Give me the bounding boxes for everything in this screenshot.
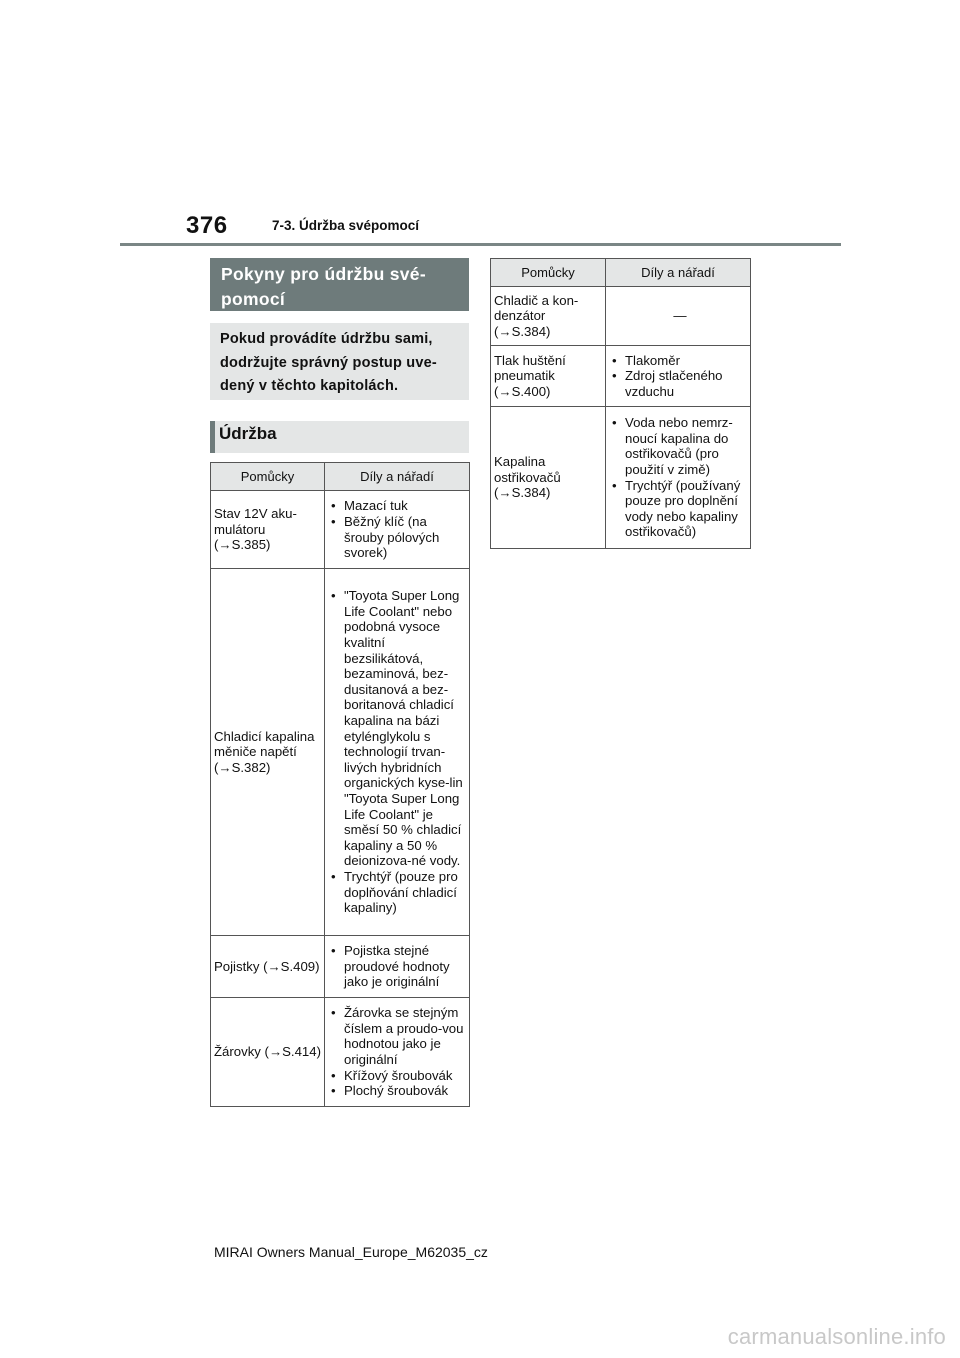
list-item: • Běžný klíč (na šrouby pólových svorek): [331, 514, 467, 561]
table-row: [211, 998, 470, 1107]
row-item: Chladicí kapalina měniče napětí (→S.382): [211, 569, 325, 936]
row-parts: [325, 569, 470, 936]
row-item: Kapalina ostřikovačů (→S.384): [491, 407, 606, 549]
column-header-parts: Díly a nářadí: [325, 463, 470, 491]
maintenance-table-right: [490, 258, 751, 549]
row-parts-dash: —: [606, 287, 751, 346]
table-row: [211, 569, 470, 936]
row-parts: [606, 346, 751, 407]
row-parts: [606, 407, 751, 549]
list-item: • "Toyota Super Long Life Coolant" nebo podobná vysoce kvalitní bezsilikátová, bezaminová, bez-dusitanová a bez-boritanová chladicí kapalina na bázi etylénglykolu s technologií trvan-livých hybridních organických kyse-lin "Toyota Super Long Life Coolant" je směsí 50 % chladicí kapaliny a 50 % deionizova-né vody.: [331, 588, 467, 869]
table-row: [491, 287, 751, 346]
maintenance-table-left: [210, 462, 470, 1107]
intro-text: Pokud provádíte údržbu sami, dodržujte správný postup uve-dený v těchto kapitolách.: [210, 323, 469, 400]
list-item: • Voda nebo nemrz-noucí kapalina do ostřikovačů (pro použití v zimě): [612, 415, 748, 477]
row-parts: [325, 998, 470, 1107]
header-divider: [120, 243, 841, 246]
table-row: [491, 346, 751, 407]
list-item: • Žárovka se stejným číslem a proudo-vou hodnotou jako je originální: [331, 1005, 467, 1067]
list-item: • Křížový šroubovák: [331, 1068, 467, 1084]
row-item: Stav 12V aku-mulátoru (→S.385): [211, 491, 325, 569]
row-item: Chladič a kon-denzátor (→S.384): [491, 287, 606, 346]
left-column: [210, 258, 469, 453]
list-item: • Tlakoměr: [612, 353, 748, 369]
row-item: Pojistky (→S.409): [211, 936, 325, 998]
table-header-row: [211, 463, 470, 491]
topic-title: Pokyny pro údržbu své-pomocí: [210, 258, 469, 311]
table-row: [211, 936, 470, 998]
page-number: 376: [186, 212, 228, 239]
list-item: • Plochý šroubovák: [331, 1083, 467, 1099]
list-item: • Trychtýř (používaný pouze pro doplnění vody nebo kapaliny ostřikovačů): [612, 478, 748, 540]
table-row: [491, 407, 751, 549]
section-title: 7-3. Údržba svépomocí: [272, 218, 420, 233]
list-item: • Pojistka stejné proudové hodnoty jako je originální: [331, 943, 467, 990]
row-item: Tlak huštění pneumatik (→S.400): [491, 346, 606, 407]
list-item: • Mazací tuk: [331, 498, 467, 514]
table-header-row: [491, 259, 751, 287]
subsection-heading: Údržba: [210, 421, 469, 453]
row-item: Žárovky (→S.414): [211, 998, 325, 1107]
list-item: • Zdroj stlačeného vzduchu: [612, 368, 748, 399]
column-header-tools: Pomůcky: [211, 463, 325, 491]
column-header-parts: Díly a nářadí: [606, 259, 751, 287]
table-row: [211, 491, 470, 569]
list-item: • Trychtýř (pouze pro doplňování chladicí kapaliny): [331, 869, 467, 916]
watermark: carmanualsonline.info: [727, 1324, 946, 1349]
column-header-tools: Pomůcky: [491, 259, 606, 287]
row-parts: [325, 491, 470, 569]
row-parts: [325, 936, 470, 998]
footer-document-id: MIRAI Owners Manual_Europe_M62035_cz: [214, 1244, 488, 1260]
